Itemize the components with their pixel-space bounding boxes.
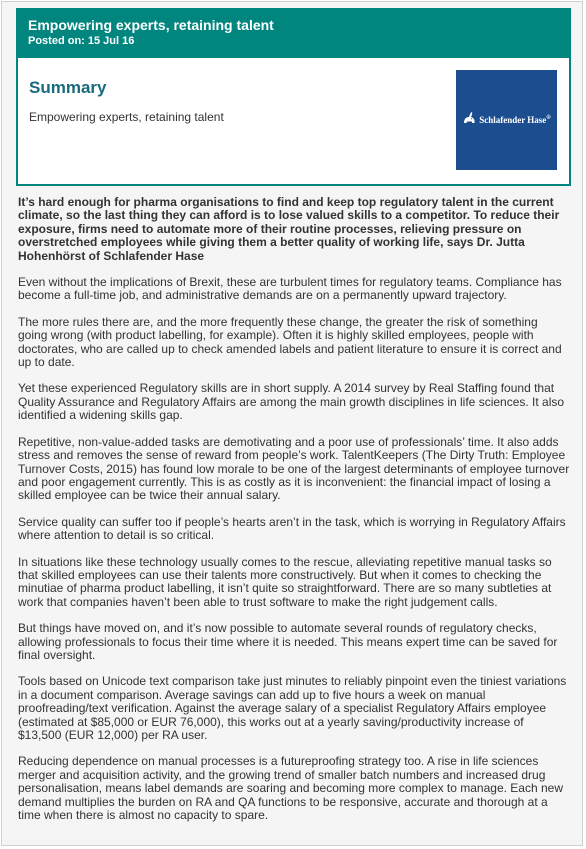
company-logo	[456, 70, 557, 170]
posted-date: Posted on: 15 Jul 16	[28, 35, 135, 47]
article-paragraph: Repetitive, non-value-added tasks are demotivating and a poor use of professionals’ time. It also adds stress and removes the sense of reward from people’s work. TalentKeepers (The Dirty Truth: Employee Turnover Costs, 2015) has found low morale to be one of the largest determinants of employee turnover and poor engagement currently. This is as costly as it is inconvenient: the financial impact of losing a skilled employee can be twice their annual salary.	[18, 434, 570, 503]
article-title: Empowering experts, retaining talent	[28, 17, 274, 33]
article-paragraph: Yet these experienced Regulatory skills are in short supply. A 2014 survey by Real Staffing found that Quality Assurance and Regulatory Affairs are among the main growth disciplines in life sciences. It also identified a widening skills gap.	[18, 381, 565, 423]
article-paragraph: The more rules there are, and the more frequently these change, the greater the risk of something going wrong (with product labelling, for example). Often it is highly skilled employees, people with doctorates, who are called up to check amended labels and patient literature to ensure it is correct and up to date.	[18, 314, 562, 370]
article-body	[18, 196, 570, 835]
article-paragraph: Even without the implications of Brexit, these are turbulent times for regulatory teams. Compliance has become a full-time job, and administrative demands are on a permanently upward trajectory.	[18, 275, 562, 303]
hare-icon	[462, 111, 476, 130]
article-paragraph: Reducing dependence on manual processes is a futureproofing strategy too. A rise in life sciences merger and acquisition activity, and the growing trend of smaller batch numbers and increased drug personalisation, means label demands are soaring and becoming more complex to manage. Each new demand multiplies the burden on RA and QA functions to be responsive, accurate and thorough at a time when there is almost no capacity to spare.	[18, 754, 563, 823]
logo-wordmark: Schlafender Hase®	[479, 115, 551, 125]
article-paragraph: Service quality can suffer too if people’s hearts aren’t in the task, which is worrying in Regulatory Affairs where attention to detail is so critical.	[18, 514, 566, 543]
article-paragraph: But things have moved on, and it’s now possible to automate several rounds of regulatory checks, allowing professionals to focus their time where it is needed. This means expert time can be saved for final oversight.	[18, 621, 558, 662]
article-paragraph: In situations like these technology usually comes to the rescue, alleviating repetitive manual tasks so that skilled employees can use their talents more constructively. But when it comes to checking the minutiae of pharma product labelling, it isn’t quite so straightforward. There are so many subtleties at work that companies haven’t been able to trust software to make the right judgement calls.	[18, 554, 552, 609]
article-paragraph: Tools based on Unicode text comparison take just minutes to reliably pinpoint even the tiniest variations in a document comparison. Average savings can add up to five hours a week on manual proofreading/text verification. Against the average salary of a specialist Regulatory Affairs employee (estimated at $85,000 or EUR 76,000), this works out at a yearly saving/productivity increase of $13,500 (EUR 12,000) per RA user.	[18, 674, 567, 742]
summary-heading: Summary	[29, 78, 107, 97]
article-card	[1, 1, 583, 846]
article-lead: It’s hard enough for pharma organisations to find and keep top regulatory talent in the current climate, so the last thing they can afford is to lose valued skills to a competitor. To reduce their exposure, firms need to automate more of their routine processes, relieving pressure on overstretched employees while giving them a better quality of working life, says Dr. Jutta Hohenhörst of Schlafender Hase	[18, 195, 560, 263]
article-header	[16, 8, 571, 56]
summary-text: Empowering experts, retaining talent	[29, 110, 224, 124]
summary-box	[16, 56, 571, 186]
